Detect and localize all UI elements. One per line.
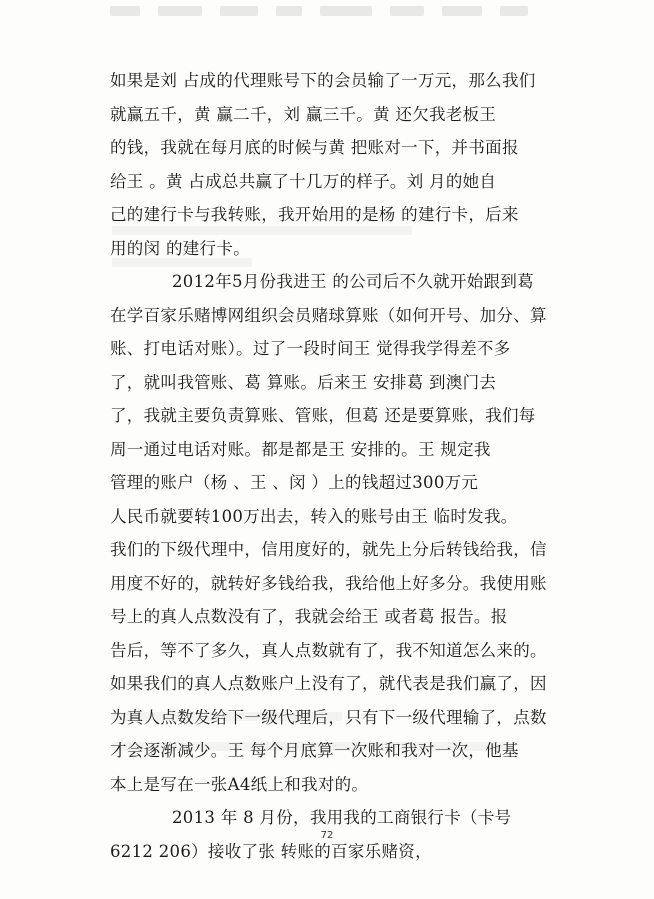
text-line: 给王 。黄 占成总共赢了十几万的样子。刘 月的她自 <box>110 171 497 191</box>
text-line: 周一通过电话对账。都是都是王 安排的。王 规定我 <box>110 439 491 459</box>
text-line: 的钱，我就在每月底的时候与黄 把账对一下，并书面报 <box>110 138 519 157</box>
scan-header-bleed <box>110 6 580 20</box>
text-line: 了，就叫我管账、葛 算账。后来王 安排葛 到澳门去 <box>110 372 497 392</box>
text-line: 号上的真人点数没有了，我就会给王 或者葛 报告。报 <box>110 607 508 626</box>
text-line: 账、打电话对账）。过了一段时间王 觉得我学得差不多 <box>110 339 511 358</box>
text-line: 用度不好的，就转好多钱给我，我给他上好多分。我使用账 <box>110 573 547 593</box>
text-line: 我们的下级代理中，信用度好的，就先上分后转钱给我，信 <box>110 540 547 559</box>
text-line: 如果是刘 占成的代理账号下的会员输了一万元，那么我们 <box>110 71 536 90</box>
text-line: 管理的账户（杨 、王 、闵 ）上的钱超过300万元 <box>110 473 479 492</box>
page-number: 72 <box>320 830 334 841</box>
text-line: 2013 年 8 月份，我用我的工商银行卡（卡号 <box>172 808 512 827</box>
text-line: 在学百家乐赌博网组织会员赌球算账（如何开号、加分、算 <box>110 305 547 325</box>
text-line: 2012年5月份我进王 的公司后不久就开始跟到葛 <box>172 272 534 291</box>
text-line: 人民币就要转100万出去，转入的账号由王 临时发我。 <box>110 506 518 526</box>
document-body <box>110 64 590 868</box>
text-line: 告后，等不了多久，真人点数就有了，我不知道怎么来的。 <box>110 640 547 660</box>
paragraph-1 <box>110 64 590 265</box>
text-line: 6212 206）接收了张 转账的百家乐赌资， <box>110 841 432 861</box>
text-line: 了，我就主要负责算账、管账，但葛 还是要算账，我们每 <box>110 406 536 425</box>
text-line: 用的闵 的建行卡。 <box>110 238 250 258</box>
text-line: 才会逐渐减少。王 每个月底算一次账和我对一次，他基 <box>110 741 519 760</box>
text-line: 如果我们的真人点数账户上没有了，就代表是我们赢了，因 <box>110 674 547 693</box>
text-line: 就赢五千，黄 赢二千，刘 赢三千。黄 还欠我老板王 <box>110 104 497 124</box>
text-line: 本上是写在一张A4纸上和我对的。 <box>110 774 369 794</box>
text-line: 己的建行卡与我转账，我开始用的是杨 的建行卡，后来 <box>110 205 519 224</box>
paragraph-2 <box>110 265 590 801</box>
text-line: 为真人点数发给下一级代理后，只有下一级代理输了，点数 <box>110 707 547 727</box>
